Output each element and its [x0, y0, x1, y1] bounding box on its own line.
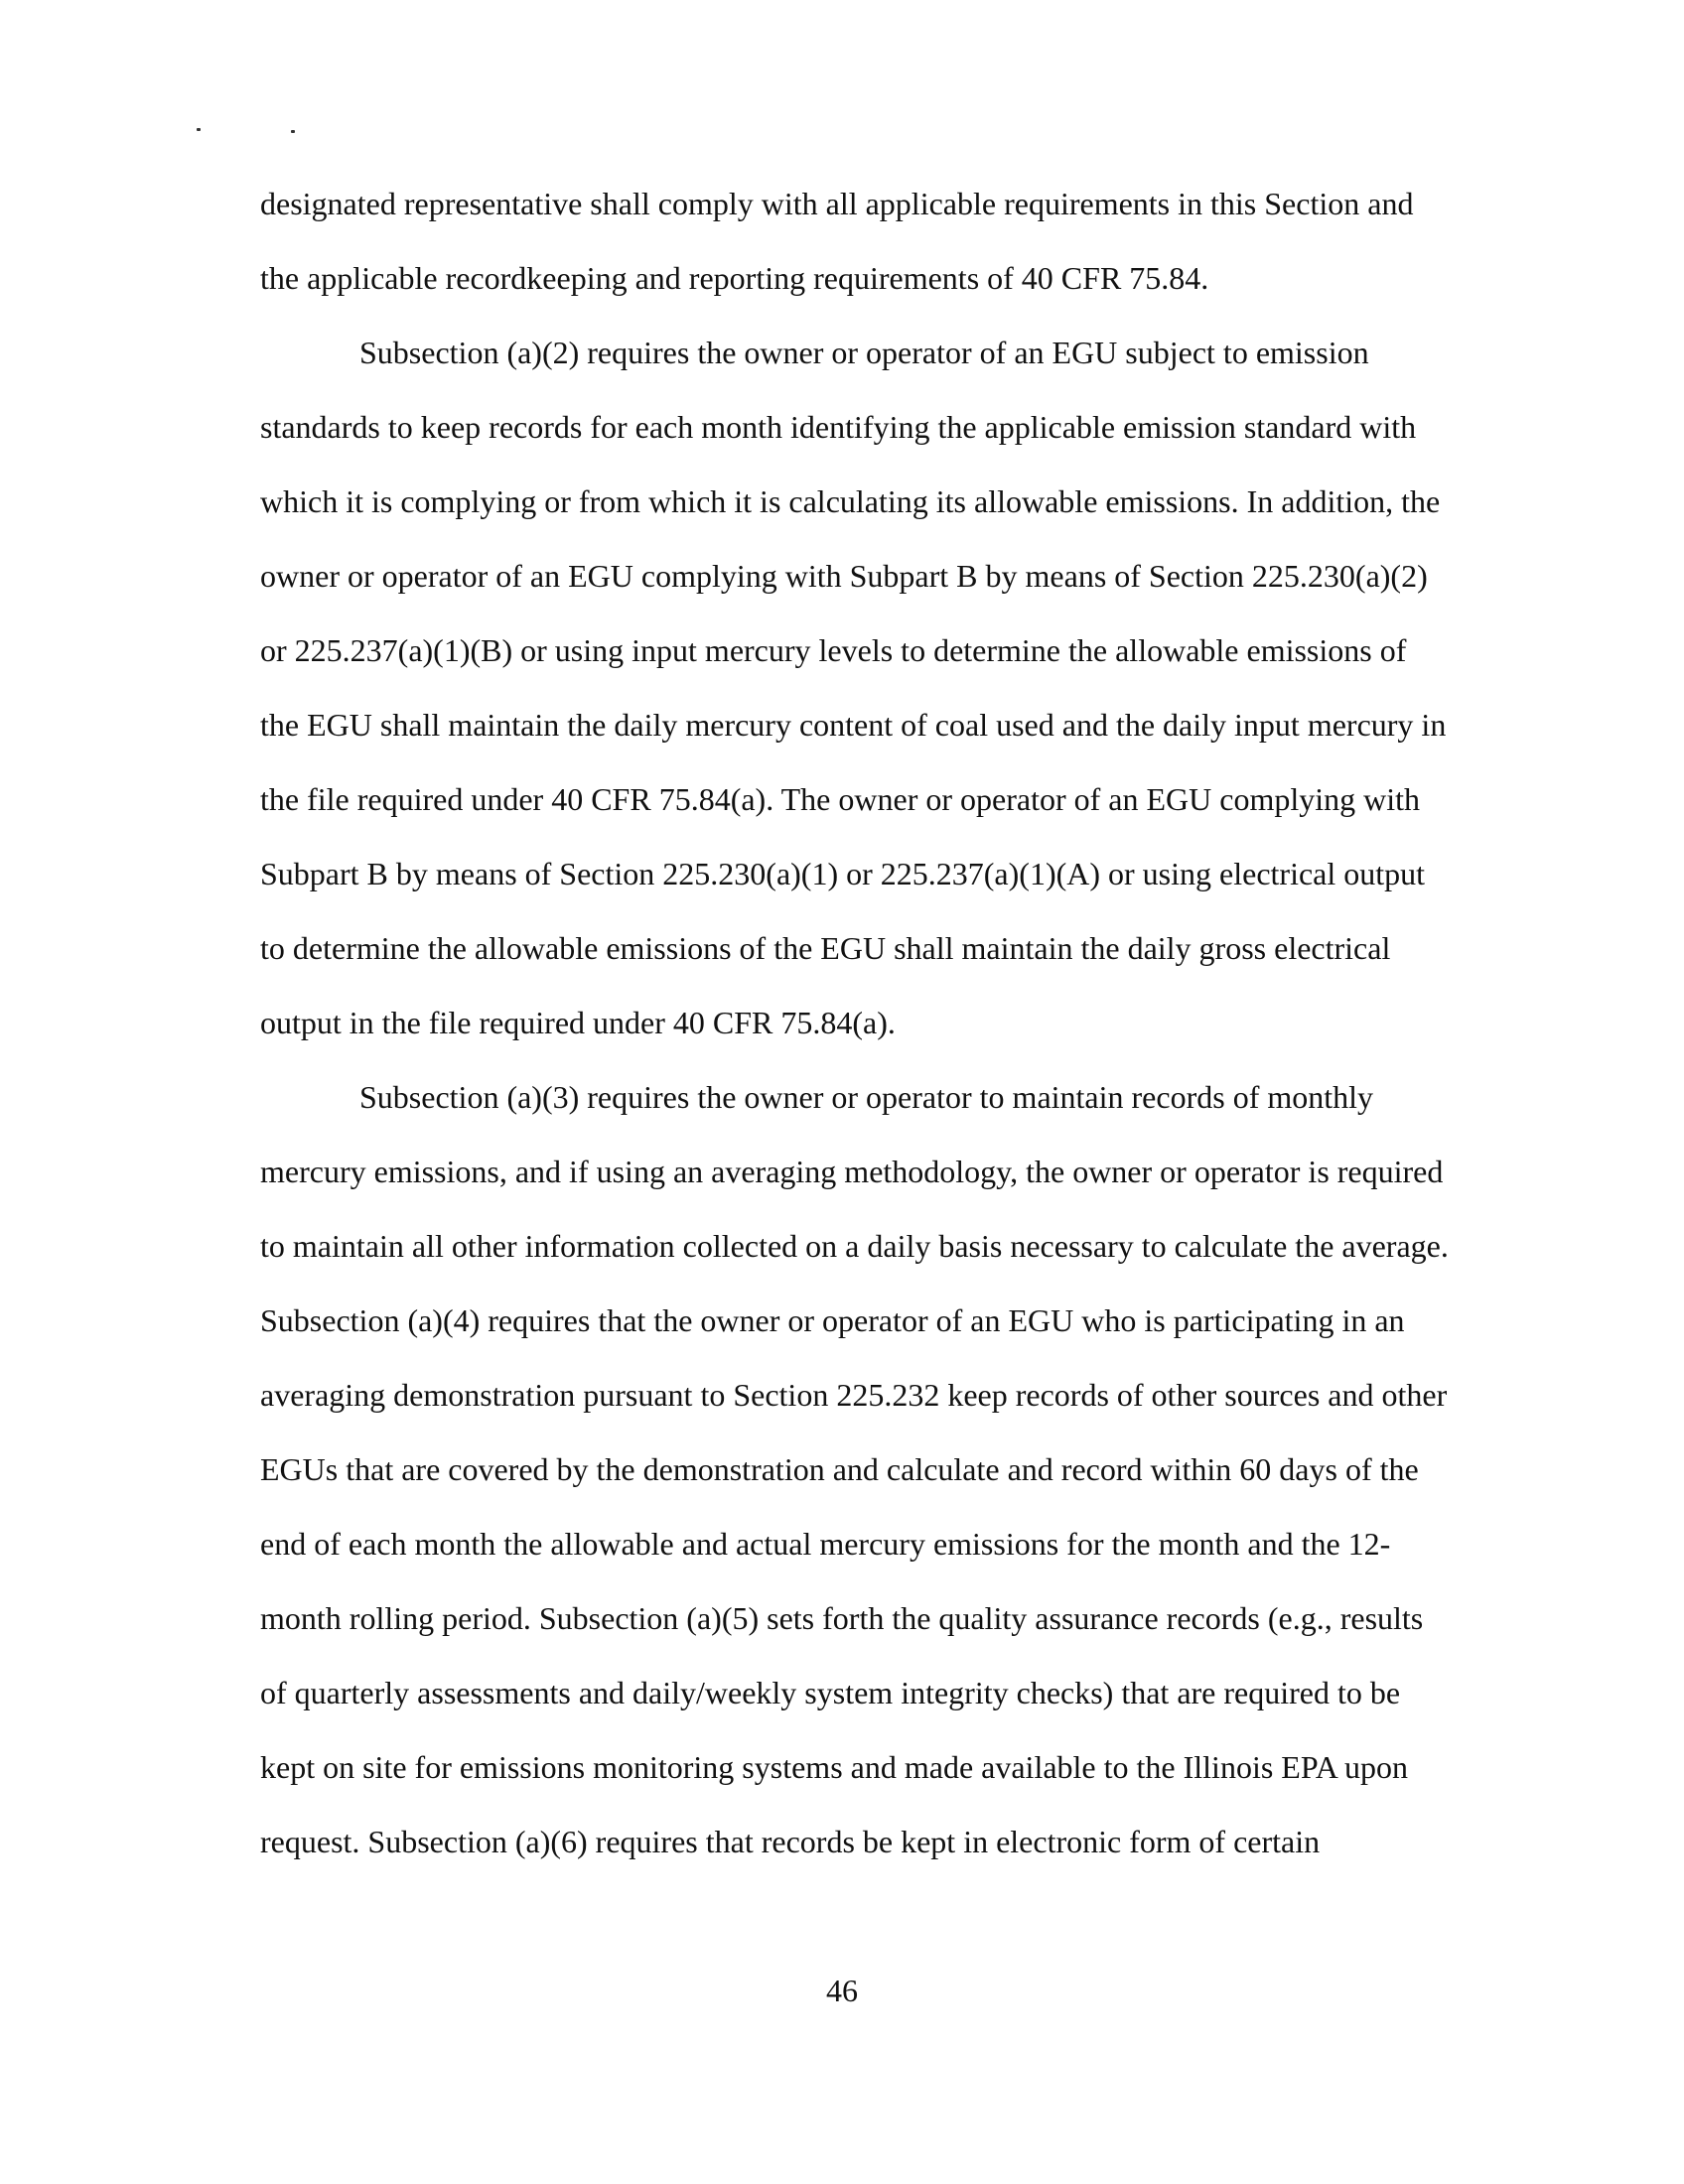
- paragraph-first-line: Subsection (a)(3) requires the owner or operator to maintain records of monthly: [359, 1079, 1374, 1115]
- text-line: owner or operator of an EGU complying with Subpart B by means of Section 225.230(a)(2): [260, 558, 1428, 594]
- text-line: which it is complying or from which it is calculating its allowable emissions. In addition, the: [260, 483, 1441, 519]
- text-line: kept on site for emissions monitoring systems and made available to the Illinois EPA upon: [260, 1749, 1409, 1785]
- text-line: the file required under 40 CFR 75.84(a). The owner or operator of an EGU complying with: [260, 781, 1420, 817]
- page-number: 46: [826, 1973, 858, 2008]
- text-line: or 225.237(a)(1)(B) or using input mercury levels to determine the allowable emissions of: [260, 632, 1407, 668]
- text-line: to determine the allowable emissions of the EGU shall maintain the daily gross electrical: [260, 930, 1391, 966]
- text-line: mercury emissions, and if using an averaging methodology, the owner or operator is required: [260, 1154, 1444, 1189]
- text-line: to maintain all other information collected on a daily basis necessary to calculate the average.: [260, 1228, 1449, 1264]
- paragraph-first-line: Subsection (a)(2) requires the owner or operator of an EGU subject to emission: [359, 335, 1369, 370]
- text-line: the applicable recordkeeping and reporting requirements of 40 CFR 75.84.: [260, 260, 1209, 296]
- text-line: month rolling period. Subsection (a)(5) sets forth the quality assurance records (e.g., results: [260, 1600, 1424, 1636]
- text-line: designated representative shall comply with all applicable requirements in this Section and: [260, 186, 1414, 221]
- document-body: [260, 167, 1491, 1879]
- text-line: standards to keep records for each month identifying the applicable emission standard with: [260, 409, 1417, 445]
- scan-speck: [197, 128, 201, 131]
- text-line: of quarterly assessments and daily/weekly system integrity checks) that are required to be: [260, 1675, 1401, 1710]
- text-line: output in the file required under 40 CFR 75.84(a).: [260, 1005, 896, 1040]
- scan-speck: [291, 130, 295, 133]
- text-line: averaging demonstration pursuant to Section 225.232 keep records of other sources and other: [260, 1377, 1448, 1413]
- text-line: Subsection (a)(4) requires that the owner or operator of an EGU who is participating in an: [260, 1302, 1405, 1338]
- text-line: request. Subsection (a)(6) requires that records be kept in electronic form of certain: [260, 1824, 1321, 1859]
- text-line: EGUs that are covered by the demonstration and calculate and record within 60 days of the: [260, 1451, 1419, 1487]
- text-line: Subpart B by means of Section 225.230(a)(1) or 225.237(a)(1)(A) or using electrical output: [260, 856, 1426, 891]
- text-line: the EGU shall maintain the daily mercury content of coal used and the daily input mercury in: [260, 707, 1447, 743]
- text-line: end of each month the allowable and actual mercury emissions for the month and the 12-: [260, 1526, 1391, 1562]
